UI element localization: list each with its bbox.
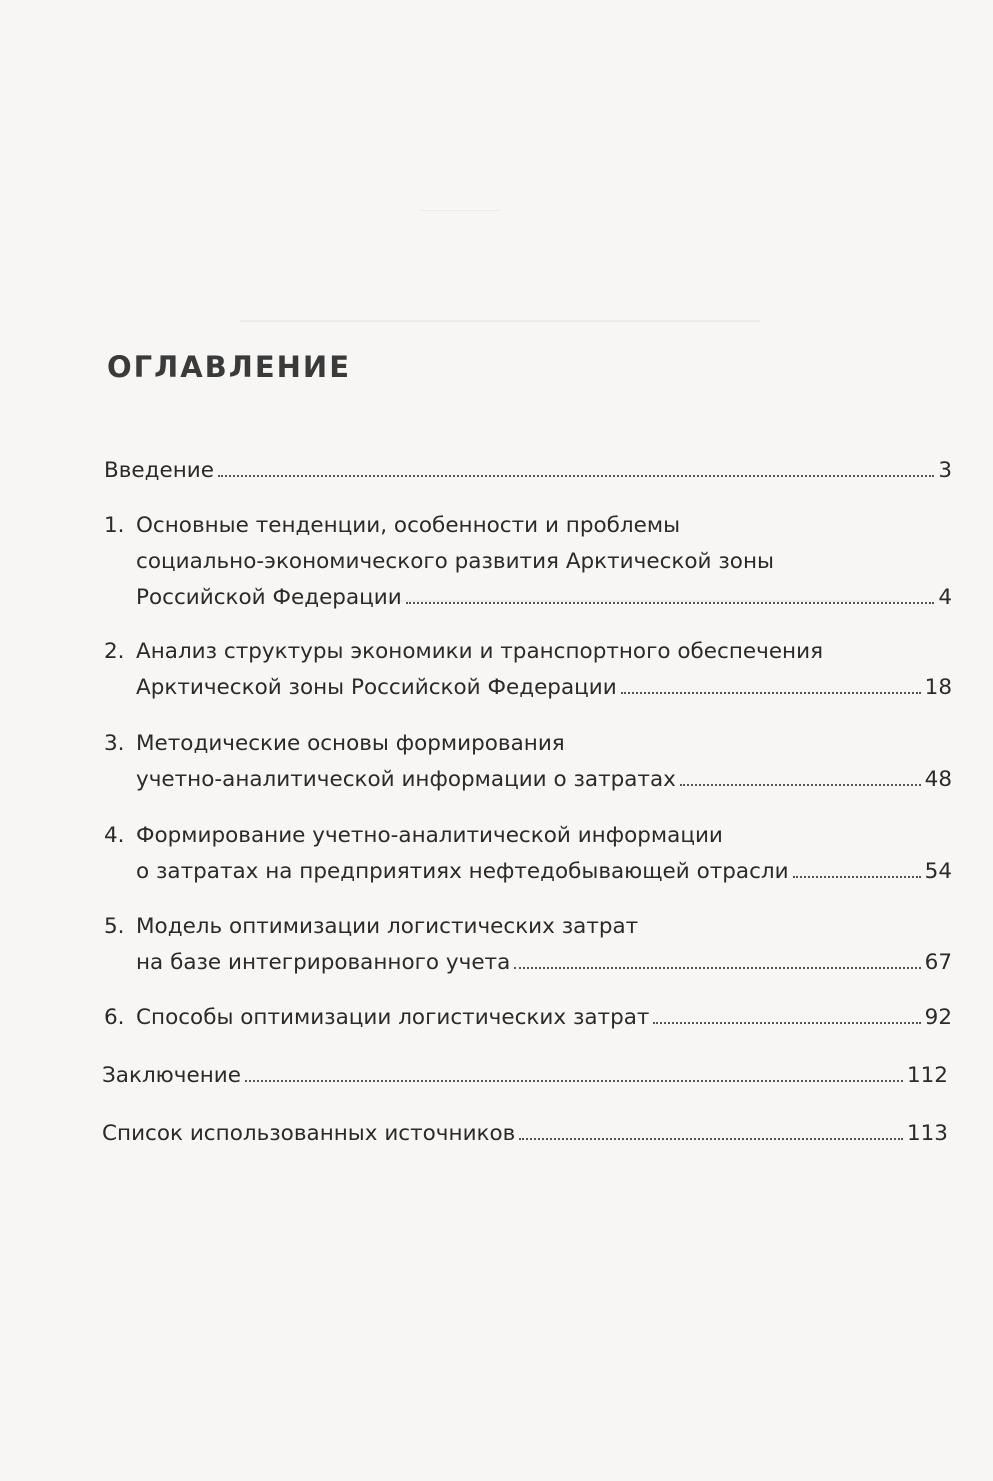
toc-entry-title: о затратах на предприятиях нефтедобывающей отрасли [136, 859, 789, 884]
toc-entry-title: Основные тенденции, особенности и проблемы [136, 513, 681, 538]
toc-entry-references [102, 1116, 948, 1152]
dot-leader [653, 1022, 920, 1024]
dot-leader [406, 602, 935, 604]
toc-page-number: 48 [924, 767, 952, 792]
dot-leader [245, 1080, 903, 1082]
dot-leader [514, 967, 920, 969]
toc-entry-chapter-1 [104, 508, 952, 616]
toc-chapter-number: 2. [104, 639, 125, 664]
dot-leader [793, 876, 921, 878]
toc-entry-title: социально-экономического развития Арктической зоны [136, 549, 774, 574]
toc-page-number: 112 [906, 1063, 948, 1088]
toc-chapter-number: 6. [104, 1005, 125, 1030]
toc-entry-chapter-5 [104, 909, 952, 981]
toc-entry-title: Заключение [102, 1063, 241, 1088]
toc-page-number: 67 [924, 950, 952, 975]
dot-leader [621, 692, 921, 694]
toc-chapter-number: 4. [104, 823, 125, 848]
toc-page-number: 4 [938, 585, 952, 610]
toc-entry-chapter-6 [104, 1000, 952, 1036]
toc-entry-title: Модель оптимизации логистических затрат [136, 914, 639, 939]
toc-entry-title: Анализ структуры экономики и транспортного обеспечения [136, 639, 824, 664]
dot-leader [218, 475, 934, 477]
toc-entry-chapter-3 [104, 726, 952, 798]
toc-page-number: 54 [924, 859, 952, 884]
toc-chapter-number: 5. [104, 914, 125, 939]
toc-entry-chapter-4 [104, 818, 952, 890]
show-through-mark [240, 320, 760, 322]
toc-page-number: 3 [938, 458, 952, 483]
toc-page-number: 113 [906, 1121, 948, 1146]
dot-leader [680, 784, 921, 786]
toc-entry-title: Способы оптимизации логистических затрат [136, 1005, 650, 1030]
toc-entry-conclusion [102, 1058, 948, 1094]
toc-entry-title: учетно-аналитической информации о затратах [136, 767, 676, 792]
toc-chapter-number: 3. [104, 731, 125, 756]
toc-entry-chapter-2 [104, 634, 952, 706]
toc-entry-title: Формирование учетно-аналитической информации [136, 823, 723, 848]
toc-entry-title: Российской Федерации [136, 585, 402, 610]
dot-leader [519, 1138, 903, 1140]
toc-entry-title: Список использованных источников [102, 1121, 516, 1146]
toc-entry-introduction [104, 453, 952, 489]
show-through-mark [420, 210, 500, 211]
toc-page-number: 92 [924, 1005, 952, 1030]
toc-chapter-number: 1. [104, 513, 125, 538]
toc-entry-title: Арктической зоны Российской Федерации [136, 675, 617, 700]
toc-entry-title: Методические основы формирования [136, 731, 565, 756]
toc-entry-title: Введение [104, 458, 214, 483]
toc-title: ОГЛАВЛЕНИЕ [107, 350, 352, 384]
toc-page-number: 18 [924, 675, 952, 700]
toc-entry-title: на базе интегрированного учета [136, 950, 511, 975]
